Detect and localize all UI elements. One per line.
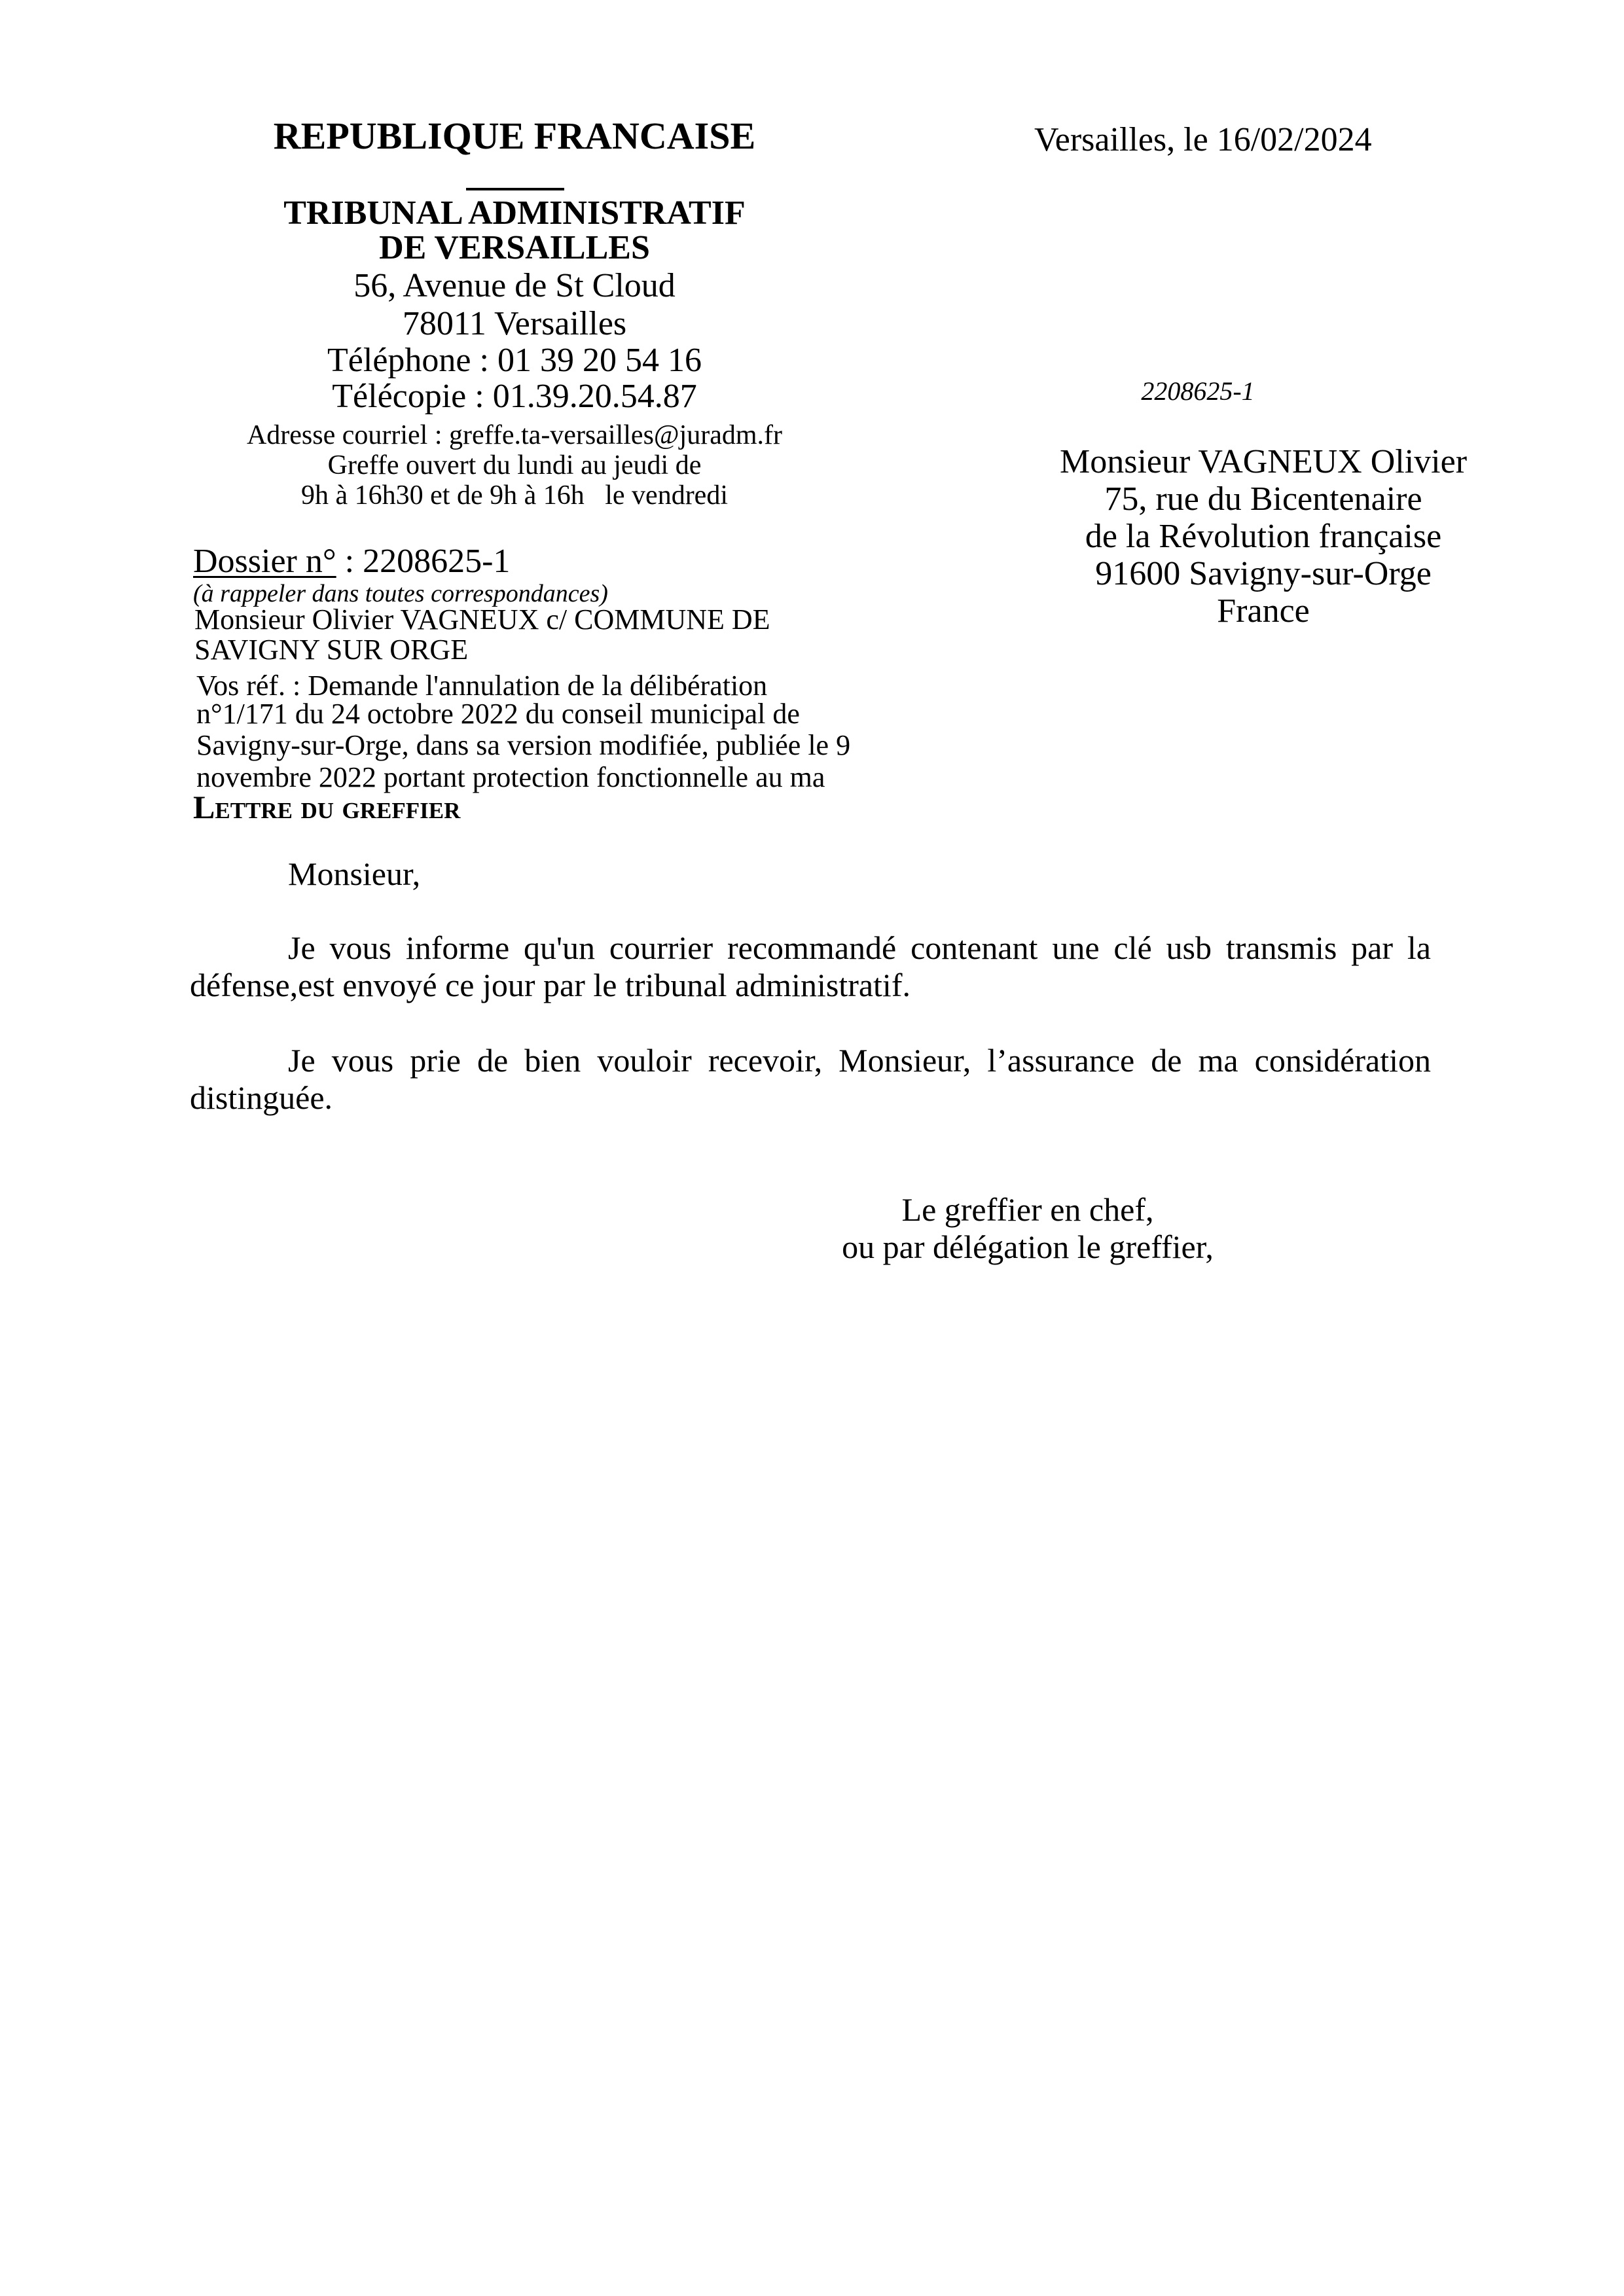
recipient-street2: de la Révolution française [1085, 518, 1442, 555]
paragraph1-line2: défense,est envoyé ce jour par le tribunal administratif. [190, 967, 911, 1003]
recipient-name: Monsieur VAGNEUX Olivier [1059, 443, 1468, 480]
tribunal-title-line2: DE VERSAILLES [379, 229, 650, 266]
recipient-city: 91600 Savigny-sur-Orge [1095, 555, 1432, 592]
signature-title-line2: ou par délégation le greffier, [842, 1229, 1214, 1265]
case-parties-line1: Monsieur Olivier VAGNEUX c/ COMMUNE DE [194, 603, 770, 636]
dossier-value: : 2208625-1 [336, 543, 511, 580]
dossier-label: Dossier n° [193, 543, 336, 580]
recipient-address-block [1034, 443, 1492, 630]
letter-date: Versailles, le 16/02/2024 [1034, 121, 1372, 158]
dossier-reminder-note: (à rappeler dans toutes correspondances) [193, 580, 608, 607]
your-reference-line1: Vos réf. : Demande l'annulation de la délibération [196, 670, 768, 702]
section-divider [466, 188, 564, 190]
signature-title-line1: Le greffier en chef, [901, 1191, 1154, 1228]
republique-title: REPUBLIQUE FRANCAISE [273, 115, 756, 157]
paragraph2-line1: Je vous prie de bien vouloir recevoir, Monsieur, l’assurance de ma considération [288, 1042, 1431, 1079]
court-street-address: 56, Avenue de St Cloud [353, 267, 676, 304]
recipient-street: 75, rue du Bicentenaire [1104, 480, 1422, 518]
court-opening-hours-line2: 9h à 16h30 et de 9h à 16h le vendredi [301, 480, 728, 511]
court-opening-hours-line1: Greffe ouvert du lundi au jeudi de [327, 450, 702, 480]
signature-block [733, 1191, 1322, 1266]
your-reference-line3: Savigny-sur-Orge, dans sa version modifiée, publiée le 9 [196, 729, 851, 761]
court-email: Adresse courriel : greffe.ta-versailles@juradm.fr [246, 420, 783, 450]
paragraph2-line2: distinguée. [190, 1079, 333, 1116]
your-reference-line2: n°1/171 du 24 octobre 2022 du conseil municipal de [196, 698, 800, 730]
court-telephone: Téléphone : 01 39 20 54 16 [327, 342, 702, 379]
tribunal-title-line1: TRIBUNAL ADMINISTRATIF [283, 194, 746, 232]
paragraph1-line1: Je vous informe qu'un courrier recommandé contenant une clé usb transmis par la [288, 929, 1431, 966]
salutation: Monsieur, [288, 855, 421, 892]
dossier-number-line [193, 543, 510, 580]
court-city-address: 78011 Versailles [402, 305, 627, 342]
case-parties-line2: SAVIGNY SUR ORGE [194, 634, 469, 666]
case-reference-number: 2208625-1 [1141, 376, 1255, 406]
document-type-heading: Lettre du greffier [193, 789, 461, 825]
court-fax: Télécopie : 01.39.20.54.87 [332, 378, 697, 415]
your-reference-line4: novembre 2022 portant protection fonctionnelle au ma [196, 761, 825, 793]
recipient-country: France [1217, 592, 1310, 630]
